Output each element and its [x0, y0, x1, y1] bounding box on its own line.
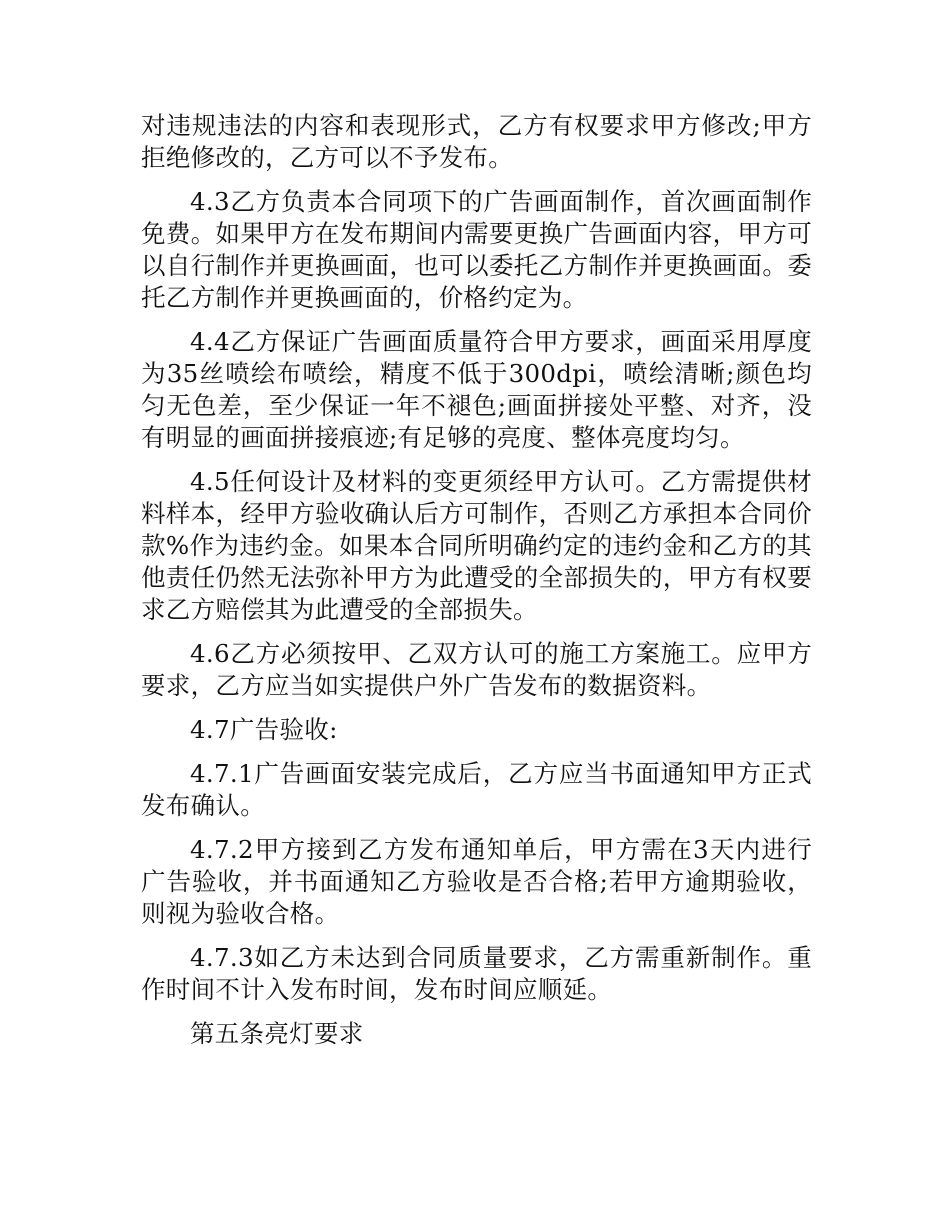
- paragraph-4-7-3: 4.7.3如乙方未达到合同质量要求，乙方需重新制作。重作时间不计入发布时间，发布时间应顺延。: [141, 943, 812, 1004]
- document-body: [141, 110, 812, 1050]
- paragraph-continuation: 对违规违法的内容和表现形式，乙方有权要求甲方修改;甲方拒绝修改的，乙方可以不予发布。: [141, 111, 812, 172]
- paragraph-4-7-1: 4.7.1广告画面安装完成后，乙方应当书面通知甲方正式发布确认。: [141, 759, 812, 820]
- section-heading-article-5: 第五条亮灯要求: [190, 1019, 364, 1048]
- paragraph-4-7: 4.7广告验收:: [190, 715, 338, 744]
- paragraph-4-7-2: 4.7.2甲方接到乙方发布通知单后，甲方需在3天内进行广告验收，并书面通知乙方验收是否合格;若甲方逾期验收，则视为验收合格。: [141, 835, 812, 928]
- paragraph-4-6: 4.6乙方必须按甲、乙双方认可的施工方案施工。应甲方要求，乙方应当如实提供户外广告发布的数据资料。: [141, 639, 812, 700]
- paragraph-4-4: 4.4乙方保证广告画面质量符合甲方要求，画面采用厚度为35丝喷绘布喷绘，精度不低于300dpi，喷绘清晰;颜色均匀无色差，至少保证一年不褪色;画面拼接处平整、对齐，没有明显的画面拼接痕迹;有足够的亮度、整体亮度均匀。: [141, 327, 812, 452]
- paragraph-4-5: 4.5任何设计及材料的变更须经甲方认可。乙方需提供材料样本，经甲方验收确认后方可制作，否则乙方承担本合同价款%作为违约金。如果本合同所明确约定的违约金和乙方的其他责任仍然无法弥补甲方为此遭受的全部损失的，甲方有权要求乙方赔偿其为此遭受的全部损失。: [141, 467, 812, 624]
- paragraph-4-3: 4.3乙方负责本合同项下的广告画面制作，首次画面制作免费。如果甲方在发布期间内需要更换广告画面内容，甲方可以自行制作并更换画面，也可以委托乙方制作并更换画面。委托乙方制作并更换画面的，价格约定为。: [141, 187, 812, 312]
